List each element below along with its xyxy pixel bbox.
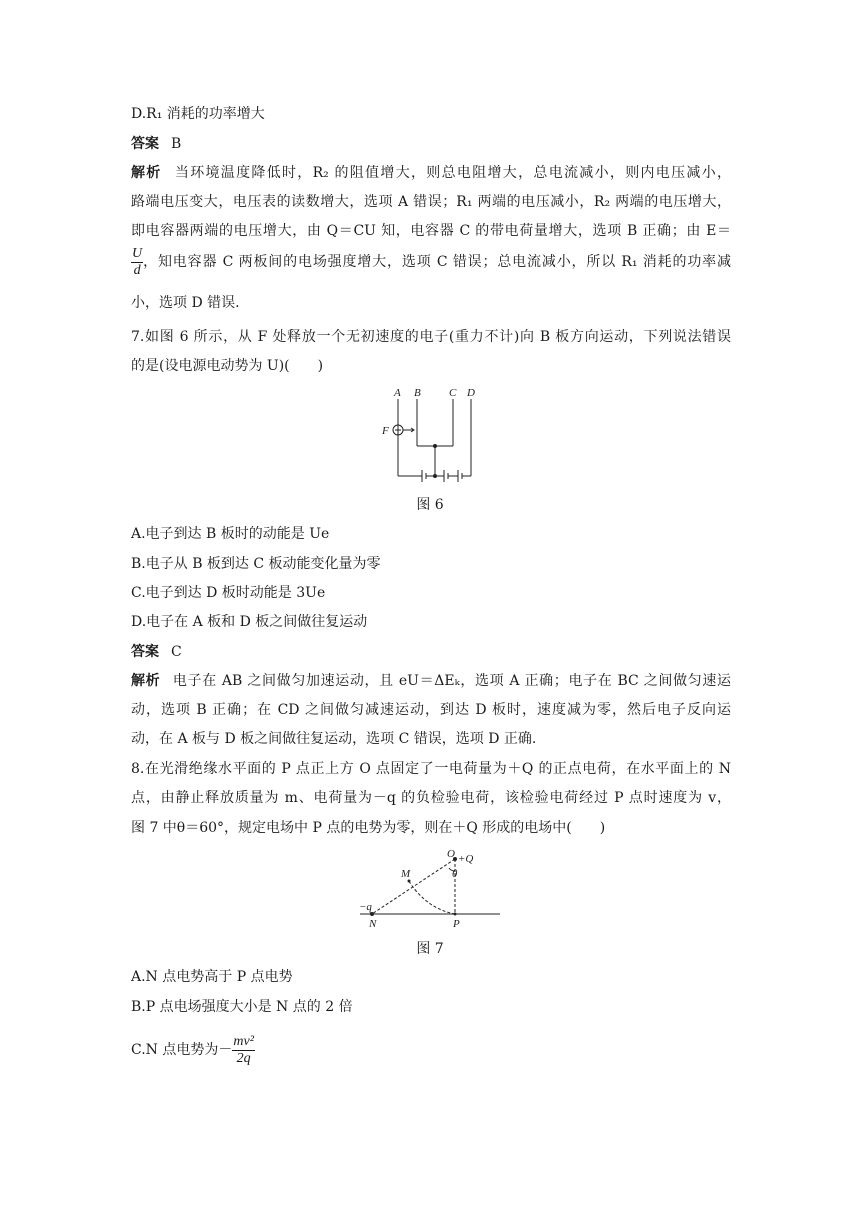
svg-text:M: M [401,868,411,880]
analysis-label: 解析 [131,165,162,181]
answer-label: 答案 [131,644,159,660]
analysis-label: 解析 [131,673,161,689]
line-on [372,859,455,914]
q8-option-a: A.N 点电势高于 P 点电势 [131,969,293,985]
label-c: C [449,387,457,399]
q7-analysis-line-3: 动，在 A 板与 D 板之间做往复运动，选项 C 错误，选项 D 正确. [131,731,537,747]
q7-answer [131,642,731,662]
q6-analysis-line-1: 解析 当环境温度降低时，R₂ 的阻值增大，则总电阻增大，总电流减小，则内电压减小， [131,165,732,181]
q6-analysis-line-3: 即电容器两端的电压增大，由 Q＝CU 知，电容器 C 的带电荷量增大，选项 B 正确；由 E＝ [131,223,731,239]
svg-text:N: N [369,918,377,930]
fraction-u-over-d: $\frac{U}{d}$ [132,245,143,278]
svg-text:+Q: +Q [458,853,474,865]
arc-mp [409,881,455,914]
answer-label: 答案 [131,136,159,152]
q6-analysis-line-5: 小，选项 D 错误. [131,295,240,311]
label-f: F [382,425,389,437]
answer-value: B [171,136,182,152]
q6-option-d: D.R₁ 消耗的功率增大 [131,106,265,122]
svg-text:P: P [453,918,460,930]
q7-stem-line-1: 7.如图 6 所示，从 F 处释放一个无初速度的电子(重力不计)向 B 板方向运动，下列说法错误 [131,329,731,345]
q7-option-b: B.电子从 B 板到达 C 板动能变化量为零 [131,556,381,572]
svg-text:θ: θ [452,868,458,880]
fraction-mv2-over-2q: $\frac{\text{mv²}}{2q}$ [233,1033,254,1066]
q8-stem-line-1: 8.在光滑绝缘水平面的 P 点正上方 O 点固定了一电荷量为＋Q 的正点电荷，在水平面上的 N [131,761,731,777]
q8-option-c: C.N 点电势为－ $\frac{\text{mv²}}{2q}$ [131,1033,254,1066]
q6-answer [131,134,731,154]
q7-analysis-line-1: 解析 电子在 AB 之间做匀加速运动，且 eU＝ΔEₖ，选项 A 正确；电子在 BC 之间做匀速运 [131,673,731,689]
svg-text:O: O [447,848,455,860]
q7-analysis-line-2: 动，选项 B 正确；在 CD 之间做匀减速运动，到达 D 板时，速度减为零，然后电子反向运 [131,702,731,718]
q8-option-b: B.P 点电场强度大小是 N 点的 2 倍 [131,999,353,1015]
q8-stem-line-3: 图 7 中θ＝60°，规定电场中 P 点的电势为零，则在＋Q 形成的电场中( ) [131,820,606,836]
q6-analysis-line-2: 路端电压变大，电压表的读数增大，选项 A 错误；R₁ 两端的电压减小，R₂ 两端的电压增大， [131,194,731,210]
q7-option-a: A.电子到达 B 板时的动能是 Ue [131,526,330,542]
label-d: D [467,387,475,399]
q8-stem-line-2: 点，由静止释放质量为 m、电荷量为－q 的负检验电荷，该检验电荷经过 P 点时速度为 v， [131,790,731,806]
figure-6-circuit [370,384,490,486]
figure-6-caption: 图 6 [416,497,444,513]
q7-option-c: C.电子到达 D 板时动能是 3Ue [131,585,326,601]
label-b: B [414,387,421,399]
answer-value: C [171,644,182,660]
q7-option-d: D.电子在 A 板和 D 板之间做往复运动 [131,614,368,630]
figure-7-caption: 图 7 [416,941,444,957]
label-a: A [394,387,401,399]
figure-7-diagram [355,845,505,930]
q7-stem-line-2: 的是(设电源电动势为 U)( ) [131,358,324,374]
svg-text:−q: −q [359,901,372,913]
q6-analysis-line-4: $\frac{U}{d}$ ，知电容器 C 两板间的电场强度增大，选项 C 错误；总电流减小，所以 R₁ 消耗的功率减 [132,245,731,278]
